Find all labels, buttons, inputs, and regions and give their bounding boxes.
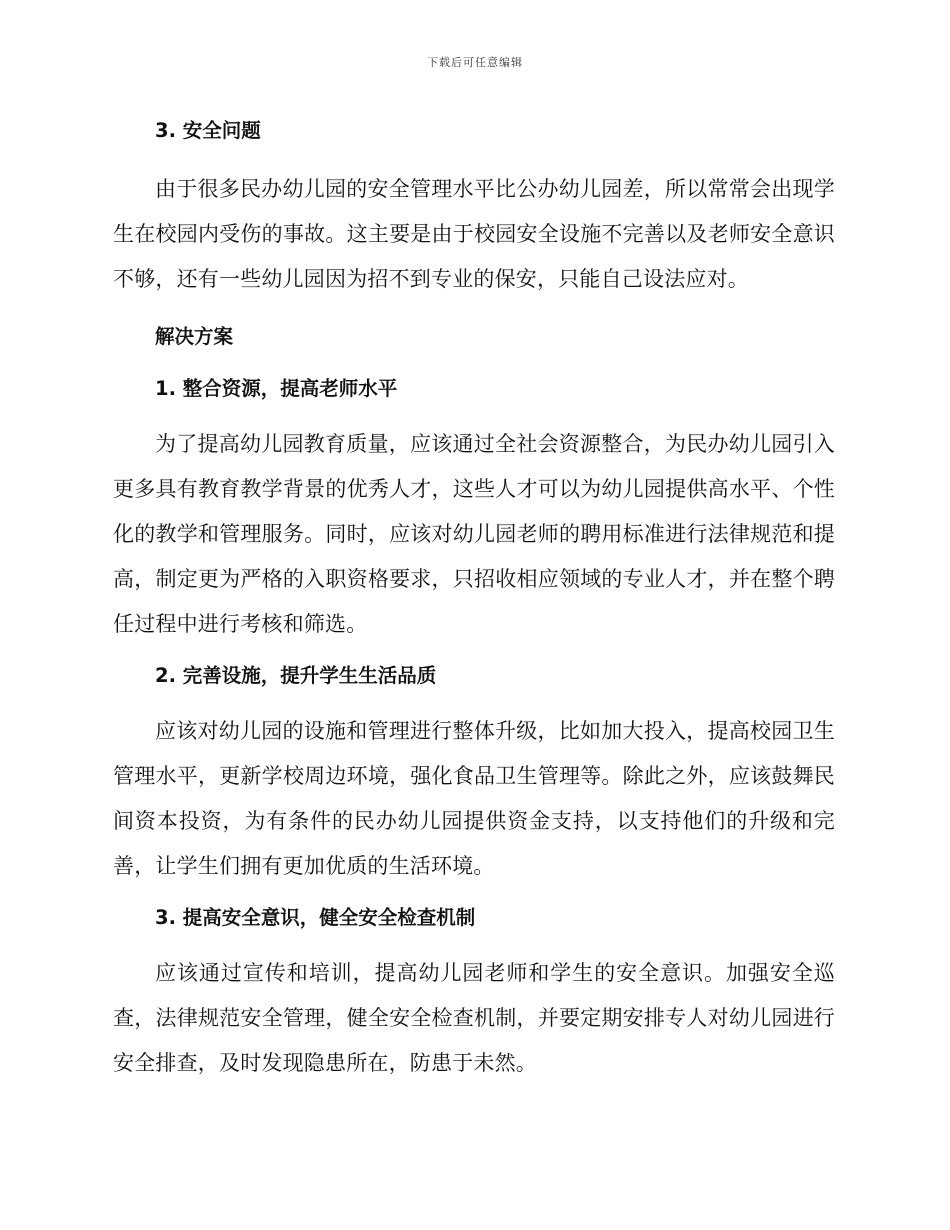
document-body <box>113 112 835 1086</box>
solutions-heading: 解决方案 <box>155 325 234 348</box>
solution-paragraph-3: 应该通过宣传和培训，提高幼儿园老师和学生的安全意识。加强安全巡查，法律规范安全管理，健全安全检查机制，并要定期安排专人对幼儿园进行安全排查，及时发现隐患所在，防患于未然。 <box>113 961 835 1075</box>
solution-paragraph-1: 为了提高幼儿园教育质量，应该通过全社会资源整合，为民办幼儿园引入更多具有教育教学背景的优秀人才，这些人才可以为幼儿园提供高水平、个性化的教学和管理服务。同时，应该对幼儿园老师的聘用标准进行法律规范和提高，制定更为严格的入职资格要求，只招收相应领域的专业人才，并在整个聘任过程中进行考核和筛选。 <box>113 432 835 636</box>
solution-heading-2: 2. 完善设施，提升学生生活品质 <box>155 664 437 687</box>
solution-paragraph-2: 应该对幼儿园的设施和管理进行整体升级，比如加大投入，提高校园卫生管理水平，更新学校周边环境，强化食品卫生管理等。除此之外，应该鼓舞民间资本投资，为有条件的民办幼儿园提供资金支持，以支持他们的升级和完善，让学生们拥有更加优质的生活环境。 <box>113 719 835 878</box>
page-header: 下载后可任意编辑 <box>427 56 523 69</box>
section-heading-safety: 3. 安全问题 <box>155 119 261 142</box>
solution-heading-1: 1. 整合资源，提高老师水平 <box>155 377 398 400</box>
section-paragraph-safety: 由于很多民办幼儿园的安全管理水平比公办幼儿园差，所以常常会出现学生在校园内受伤的事故。这主要是由于校园安全设施不完善以及老师安全意识不够，还有一些幼儿园因为招不到专业的保安，只能自己设法应对。 <box>113 177 835 291</box>
solution-heading-3: 3. 提高安全意识，健全安全检查机制 <box>155 906 476 929</box>
